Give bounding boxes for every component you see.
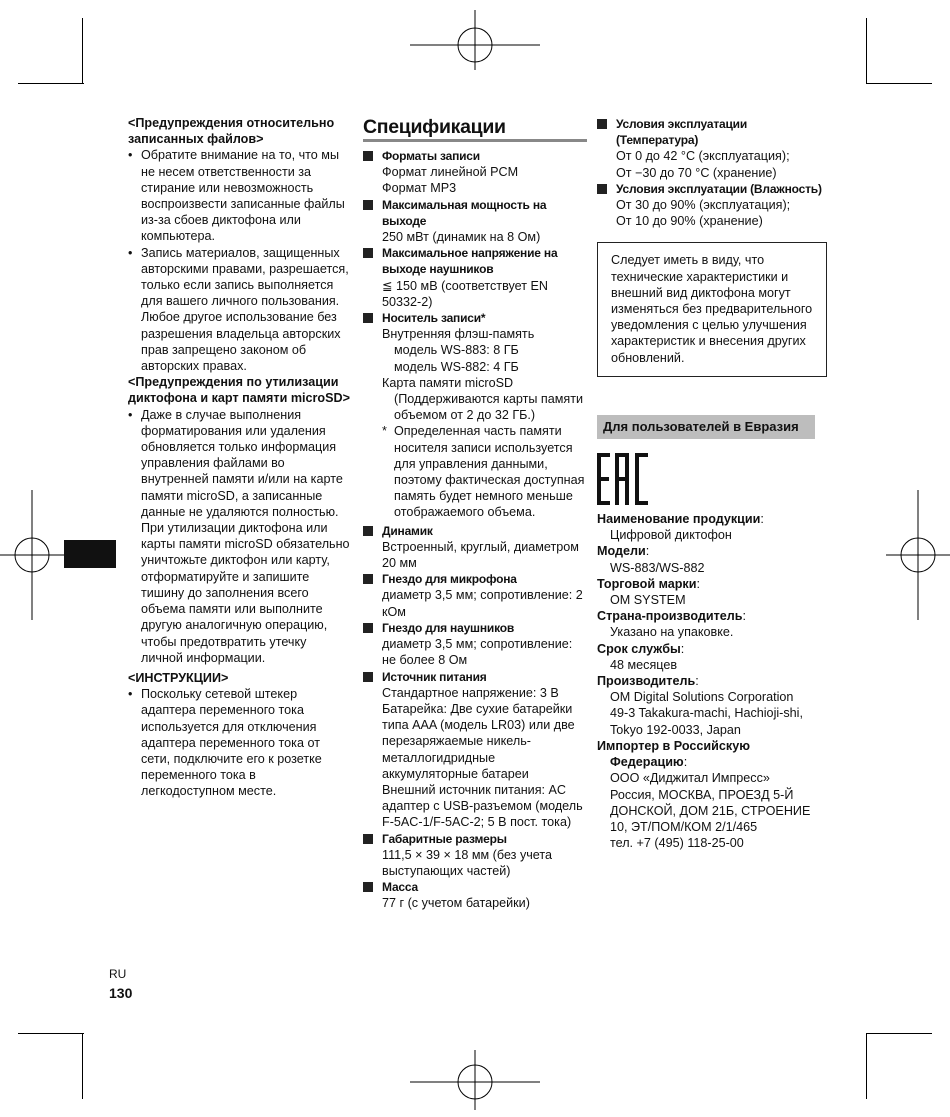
column-specifications [363,115,587,912]
spec-value: Батарейка: Две сухие батарейки типа AAA (модель LR03) или две перезаряжаемые никель-металлогидридные аккумуляторные батареи [382,701,575,781]
square-bullet-icon [363,313,373,323]
spec-item [363,245,587,310]
spec-title: Гнездо для микрофона [382,572,517,587]
spec-value: 77 г (с учетом батарейки) [382,896,530,911]
spec-title: Источник питания [382,669,487,684]
bullet-text: • Поскольку сетевой штекер адаптера переменного тока используется для отключения адаптера переменного тока от сети, подключите его к розетке переменного тока в легкодоступном месте. [141,687,322,799]
spec-value: Встроенный, круглый, диаметром 20 мм [382,539,579,571]
spec-item [597,116,827,181]
spec-value: диаметр 3,5 мм; сопротивление: 2 кОм [382,588,583,619]
crop-mark [866,1033,867,1099]
spec-title: Носитель записи* [382,311,486,326]
spec-title: Максимальное напряжение на выходе наушников [382,246,558,277]
eac-mark-icon [597,451,649,507]
bullet-text: При утилизации диктофона или карты памяти microSD обязательно уничтожьте диктофон или карту, отформатируйте и запишите тишину до заполнения всего объема памяти или выполните другую аналогичную операцию, чтобы предотвратить утечку личной информации. [141,521,350,665]
spec-value: Формат MP3 [382,181,457,196]
spec-item [363,571,587,620]
square-bullet-icon [597,184,607,194]
spec-item [363,197,587,246]
spec-item [363,620,587,669]
heading-instructions: <ИНСТРУКЦИИ> [128,670,229,685]
spec-value: (Поддерживаются карты памяти объемом от 2 до 32 ГБ.) [394,392,584,423]
registration-mark-left [0,490,64,620]
brand-label: Торговой марки [597,576,697,591]
crop-mark [866,18,867,84]
spec-title: Динамик [382,523,433,538]
manufacturer-name: OM Digital Solutions Corporation [610,690,794,705]
spec-value: Карта памяти microSD [382,375,514,390]
importer-phone: тел. +7 (495) 118-25-00 [610,836,744,851]
spec-title: Форматы записи [382,149,480,163]
crop-mark [866,1033,932,1034]
bullet-text: • Даже в случае выполнения форматирования или удаления обновляется только информация управления файлами во внутренней памяти и/или на карте памяти microSD, а записанные данные не удаляются полностью. [141,407,343,519]
square-bullet-icon [363,248,373,258]
list-item [128,245,350,375]
spec-value: Внешний источник питания: AC адаптер с USB-разъемом (модель F-5AC-1/F-5AC-2; 5 В пост. тока) [382,782,583,830]
models-label: Модели [597,544,646,559]
square-bullet-icon [363,882,373,892]
brand-value: OM SYSTEM [610,593,686,608]
heading-disposal: <Предупреждения по утилизации диктофона и карт памяти microSD> [128,375,350,406]
registration-mark-bottom [410,1050,540,1110]
registration-mark-top [410,10,540,70]
crop-mark [82,18,83,84]
crop-mark [866,83,932,84]
square-bullet-icon [597,119,607,129]
bullet-text: • Запись материалов, защищенных авторскими правами, разрешается, только если запись выполняется для вашего личного пользования. Любое другое использование без разрешения владельца авторских прав запрещено законом об авторских правах. [141,245,349,374]
spec-value: От 0 до 42 °C (эксплуатация); [616,149,790,164]
spec-item [363,523,587,572]
country-value: Указано на упаковке. [610,625,734,640]
spec-footnote [382,423,587,520]
list-item [128,407,350,666]
square-bullet-icon [363,526,373,536]
notice-box: Следует иметь в виду, что технические характеристики и внешний вид диктофона могут изменяться без предварительного уведомления с целью улучшения характеристик и внесения других обновлений. [597,242,827,376]
spec-item [363,831,587,880]
eurasia-heading: Для пользователей в Евразия [597,415,815,439]
square-bullet-icon [363,834,373,844]
spec-value: модель WS-882: 4 ГБ [394,359,519,374]
spec-value: ≦ 150 мВ (соответствует EN 50332-2) [382,278,548,309]
square-bullet-icon [363,672,373,682]
column-warnings [128,115,350,800]
page-number: 130 [109,985,133,1001]
spec-value: модель WS-883: 8 ГБ [394,343,519,358]
spec-title: Условия эксплуатации (Температура) [616,117,748,148]
square-bullet-icon [363,574,373,584]
square-bullet-icon [363,200,373,210]
spec-item [363,669,587,831]
heading-recorded-files: <Предупреждения относительно записанных файлов> [128,116,335,147]
product-value: Цифровой диктофон [610,528,732,543]
section-tab [64,540,116,568]
importer-name: ООО «Диджитал Импресс» [610,771,770,786]
manufacturer-address: 49-3 Takakura-machi, Hachioji-shi, Tokyo 192-0033, Japan [610,706,803,737]
registration-mark-right [886,490,950,620]
spec-value: Внутренняя флэш-память [382,327,535,342]
crop-mark [18,83,84,84]
eac-logo [597,451,827,509]
spec-title: Гнездо для наушников [382,620,515,635]
country-label: Страна-производитель [597,609,743,624]
spec-title: Условия эксплуатации (Влажность) [616,181,822,196]
spec-item [363,148,587,197]
spec-value: 111,5 × 39 × 18 мм (без учета выступающих частей) [382,847,553,878]
list-item [128,686,350,799]
crop-mark [82,1033,83,1099]
language-code: RU [109,967,127,981]
spec-value: От 10 до 90% (хранение) [616,214,763,229]
importer-label: Импортер в Российскую Федерацию [597,738,750,770]
models-value: WS-883/WS-882 [610,560,705,575]
spec-item [363,310,587,423]
importer-address: Россия, МОСКВА, ПРОЕЗД 5-Й ДОНСКОЙ, ДОМ 21Б, СТРОЕНИЕ 10, ЭТ/ПОМ/КОМ 2/1/465 [610,787,811,834]
list-item [128,147,350,244]
spec-value: диаметр 3,5 мм; сопротивление: не более 8 Ом [382,637,573,668]
page-title: Спецификации [363,115,587,142]
product-info: Наименование продукции: Цифровой диктофон Модели: WS-883/WS-882 Торговой марки: OM SYSTEM Страна-производитель: Указано на упаковке. Срок службы: 48 месяцев Производитель: OM Digital Solutions Corporation 49-3 Takakura-machi, Hachioji-shi, Tokyo 192-0033, Japan Импортер в Российскую Федерацию: ООО «Диджитал Импресс» Россия, МОСКВА, ПРОЕЗД 5-Й ДОНСКОЙ, ДОМ 21Б, СТРОЕНИЕ 10, ЭТ/ПОМ/КОМ 2/1/465 тел. +7 (495) 118-25-00 [597,511,827,851]
spec-item [597,181,827,230]
square-bullet-icon [363,151,373,161]
spec-item [363,879,587,911]
footnote-text: * Определенная часть памяти носителя записи используется для управления данными, поэтому фактическая доступная память будет немного меньше отображаемого объема. [394,424,585,520]
column-conditions [597,116,827,851]
spec-value: От −30 до 70 °C (хранение) [616,165,777,180]
spec-value: Формат линейной PCM [382,165,519,180]
spec-title: Масса [382,880,418,895]
service-life-label: Срок службы [597,641,681,656]
square-bullet-icon [363,623,373,633]
spec-value: От 30 до 90% (эксплуатация); [616,198,791,213]
spec-value: 250 мВт (динамик на 8 Ом) [382,230,541,245]
manufacturer-label: Производитель [597,674,696,689]
bullet-text: • Обратите внимание на то, что мы не несем ответственности за стирание или невозможность воспроизвести записанные файлы из-за сбоев диктофона или компьютера. [141,148,345,244]
product-label: Наименование продукции [597,512,761,527]
spec-title: Максимальная мощность на выходе [382,197,547,228]
service-life-value: 48 месяцев [610,657,678,672]
crop-mark [18,1033,84,1034]
spec-value: Стандартное напряжение: 3 В [382,685,559,700]
spec-title: Габаритные размеры [382,831,507,846]
